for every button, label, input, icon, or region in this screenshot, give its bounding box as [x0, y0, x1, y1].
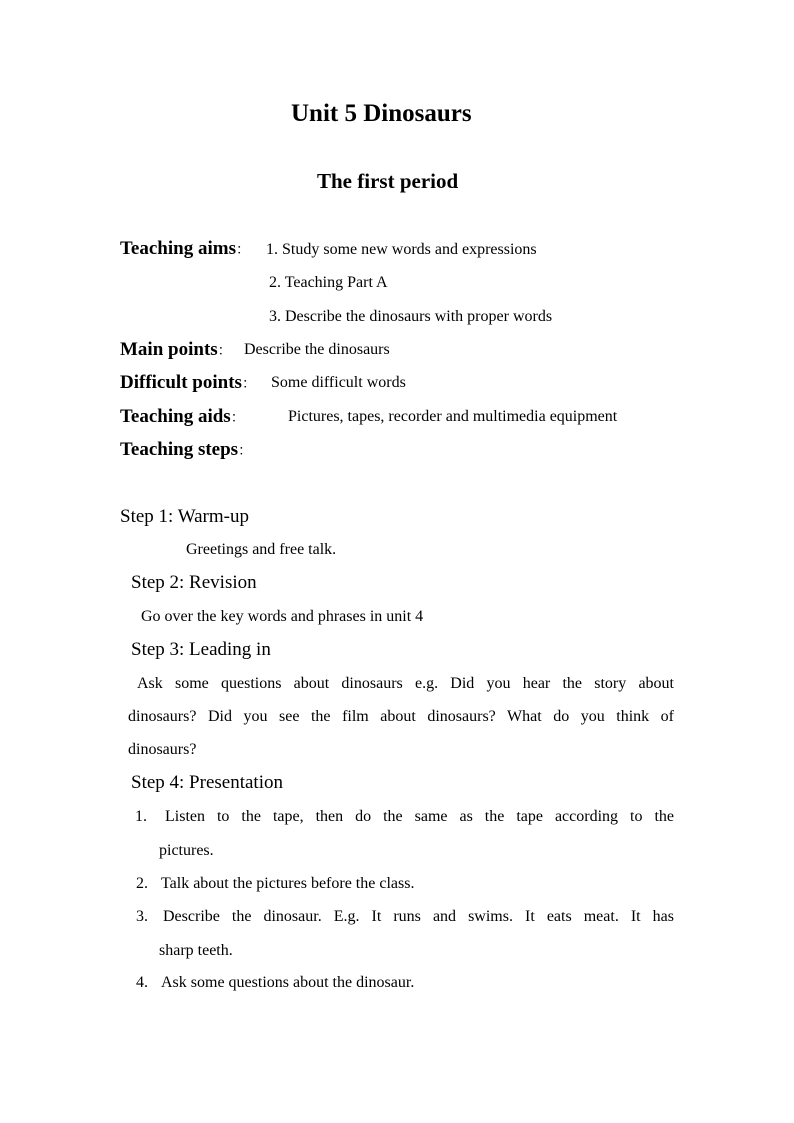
step-heading: Step 3: Leading in — [131, 639, 271, 660]
page-subtitle: The first period — [317, 169, 459, 193]
list-item-line: Ask some questions about the dinosaur. — [161, 974, 415, 991]
difficult-points-row — [120, 373, 256, 392]
main-points-row — [120, 340, 232, 359]
difficult-points-label: Difficult points — [120, 372, 242, 393]
teaching-aids-label: Teaching aids — [120, 406, 231, 427]
main-points-label: Main points — [120, 339, 218, 360]
list-item-number: 3. — [136, 908, 148, 925]
list-item-line: pictures. — [159, 842, 214, 859]
step-body-line: dinosaurs? — [128, 741, 197, 758]
teaching-aim-item: 1. Study some new words and expressions — [266, 241, 537, 258]
step-heading: Step 1: Warm-up — [120, 506, 249, 527]
teaching-aims-row — [120, 239, 250, 258]
step-body: Greetings and free talk. — [186, 541, 337, 558]
teaching-aims-label: Teaching aims — [120, 238, 236, 259]
teaching-aids-value: Pictures, tapes, recorder and multimedia equipment — [288, 408, 618, 425]
difficult-points-value: Some difficult words — [271, 374, 406, 391]
step-heading: Step 4: Presentation — [131, 772, 283, 793]
page-title: Unit 5 Dinosaurs — [291, 100, 472, 127]
teaching-aids-colon: ： — [230, 411, 245, 426]
list-item-line: Talk about the pictures before the class. — [161, 875, 415, 892]
teaching-aims-colon: ： — [235, 243, 250, 258]
teaching-steps-colon: ： — [238, 444, 253, 459]
list-item-number: 4. — [136, 974, 148, 991]
main-points-value: Describe the dinosaurs — [244, 341, 390, 358]
list-item-line: Describe the dinosaur. E.g. It runs and swims. It eats meat. It has — [163, 908, 674, 925]
step-body: Go over the key words and phrases in unit 4 — [141, 608, 424, 625]
step-body-line: Ask some questions about dinosaurs e.g. Did you hear the story about — [137, 675, 674, 692]
list-item-line: sharp teeth. — [159, 942, 233, 959]
difficult-points-colon: ： — [241, 377, 256, 392]
list-item-number: 1. — [135, 808, 147, 825]
teaching-aids-row — [120, 407, 245, 426]
teaching-steps-row — [120, 440, 252, 459]
teaching-aim-item: 3. Describe the dinosaurs with proper words — [269, 308, 553, 325]
step-body-line: dinosaurs? Did you see the film about dinosaurs? What do you think of — [128, 708, 674, 725]
step-heading: Step 2: Revision — [131, 572, 257, 593]
teaching-steps-label: Teaching steps — [120, 439, 239, 460]
list-item-line: Listen to the tape, then do the same as the tape according to the — [165, 808, 674, 825]
list-item-number: 2. — [136, 875, 148, 892]
teaching-aim-item: 2. Teaching Part A — [269, 274, 388, 291]
main-points-colon: ： — [217, 344, 232, 359]
